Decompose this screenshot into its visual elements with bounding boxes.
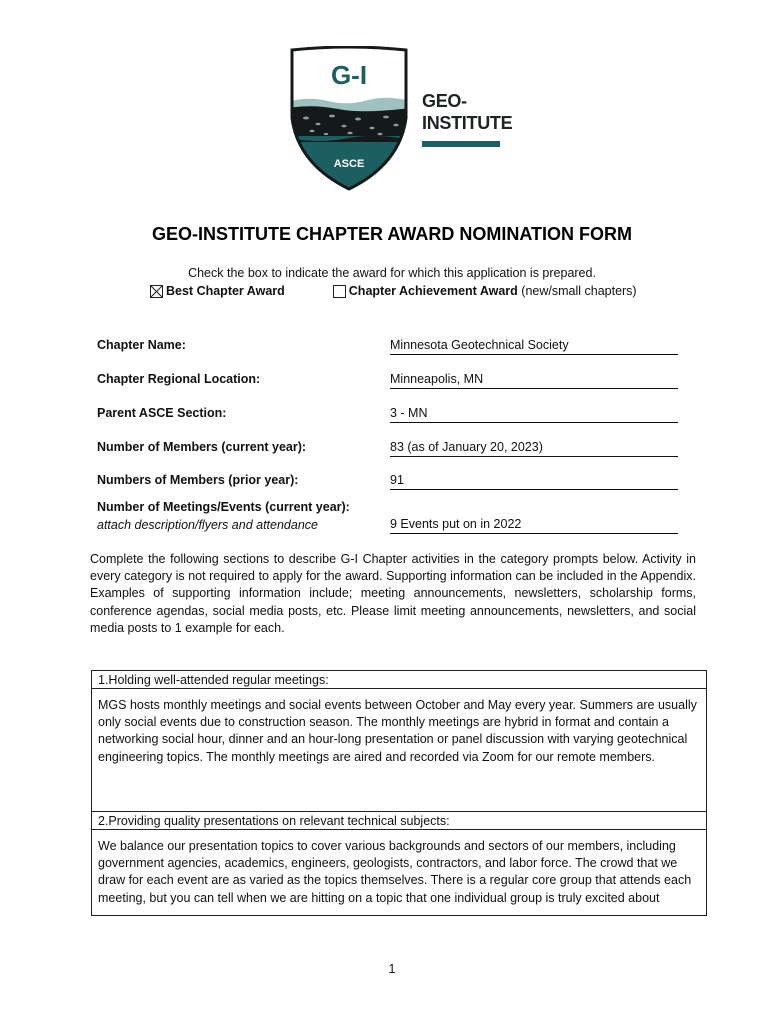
svg-text:ASCE: ASCE bbox=[333, 158, 365, 170]
chapter-achievement-award-label: Chapter Achievement Award bbox=[348, 284, 518, 298]
chapter-name-field[interactable]: Minnesota Geotechnical Society bbox=[390, 338, 678, 355]
meetings-events-field[interactable]: 9 Events put on in 2022 bbox=[390, 517, 678, 534]
meetings-events-sublabel: attach description/flyers and attendance bbox=[97, 518, 318, 532]
best-chapter-award-checkbox[interactable] bbox=[150, 285, 163, 298]
chapter-name-label: Chapter Name: bbox=[97, 338, 186, 352]
svg-text:G-I: G-I bbox=[330, 60, 368, 90]
wordmark-line-2: INSTITUTE bbox=[422, 113, 513, 133]
wordmark-underline bbox=[422, 141, 500, 147]
meetings-events-label: Number of Meetings/Events (current year): bbox=[97, 500, 350, 514]
activity-sections-table bbox=[91, 670, 707, 916]
award-instruction: Check the box to indicate the award for which this application is prepared. bbox=[188, 266, 596, 280]
regional-location-label: Chapter Regional Location: bbox=[97, 372, 261, 386]
regional-location-field[interactable]: Minneapolis, MN bbox=[390, 372, 678, 389]
members-prior-field[interactable]: 91 bbox=[390, 473, 678, 490]
geo-institute-logo-shield bbox=[288, 46, 410, 192]
section-2-heading: 2.Providing quality presentations on relevant technical subjects: bbox=[92, 812, 706, 830]
chapter-achievement-award-checkbox[interactable] bbox=[333, 285, 346, 298]
section-2-response[interactable]: We balance our presentation topics to cover various backgrounds and sectors of our members, including government agencies, academics, engineers, geologists, contractors, and labor force. The crowd that we draw for each event are as varied as the topics themselves. There is a regular core group that attends each meeting, but you can tell when we are hitting on a topic that one individual group is truly excited about bbox=[98, 839, 692, 905]
chapter-achievement-award-note: (new/small chapters) bbox=[517, 284, 637, 298]
award-selection bbox=[150, 284, 637, 298]
section-1-heading: 1.Holding well-attended regular meetings: bbox=[92, 671, 706, 689]
instructions-paragraph: Complete the following sections to describe G-I Chapter activities in the category prompts below. Activity in every category is not required to apply for the award. Supporting information can be included in the Appendix. Examples of supporting information include; meeting announcements, newsletters, scholarship forms, conference agendas, social media posts, etc. Please limit meeting announcements, newsletters, and social media posts to 1 example for each. bbox=[90, 552, 696, 635]
parent-section-field[interactable]: 3 - MN bbox=[390, 406, 678, 423]
wordmark-line-1: GEO- bbox=[422, 91, 467, 111]
geo-institute-wordmark bbox=[422, 90, 512, 134]
parent-section-label: Parent ASCE Section: bbox=[97, 406, 227, 420]
members-prior-label: Numbers of Members (prior year): bbox=[97, 473, 299, 487]
best-chapter-award-label: Best Chapter Award bbox=[166, 284, 285, 298]
members-current-field[interactable]: 83 (as of January 20, 2023) bbox=[390, 440, 678, 457]
form-title: GEO-INSTITUTE CHAPTER AWARD NOMINATION FORM bbox=[152, 224, 632, 244]
page-number: 1 bbox=[388, 962, 396, 976]
section-1-response[interactable]: MGS hosts monthly meetings and social events between October and May every year. Summers are usually only social events due to construction season. The monthly meetings are hybrid in format and contain a networking social hour, dinner and an hour-long presentation or panel discussion with varying geotechnical engineering topics. The monthly meetings are aired and recorded via Zoom for our remote members. bbox=[92, 689, 706, 812]
members-current-label: Number of Members (current year): bbox=[97, 440, 307, 454]
